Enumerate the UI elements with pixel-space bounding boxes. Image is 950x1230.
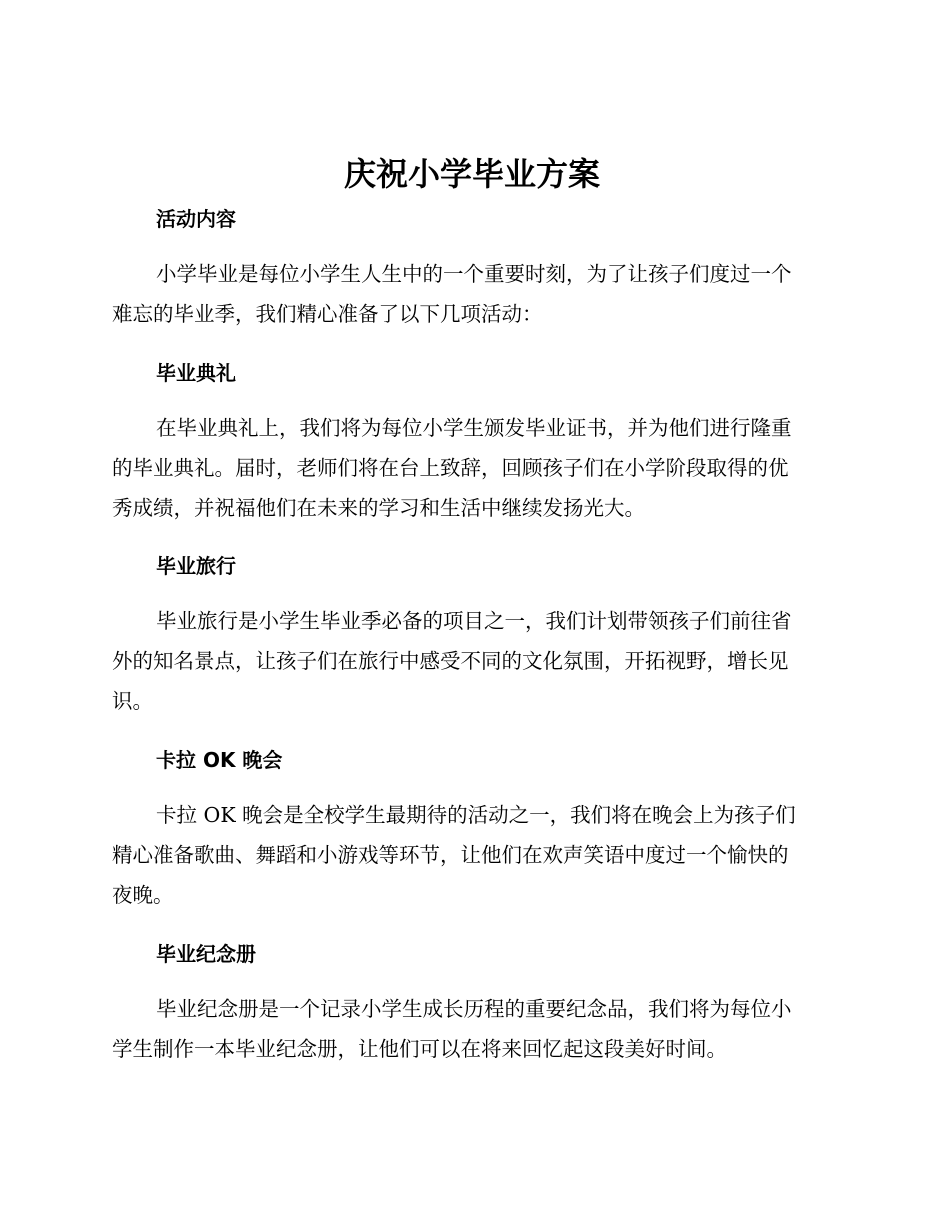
section-paragraph-graduation-trip: [112, 601, 832, 721]
paragraph-line: 学生制作一本毕业纪念册，让他们可以在将来回忆起这段美好时间。: [112, 1037, 727, 1061]
paragraph-line: 秀成绩，并祝福他们在未来的学习和生活中继续发扬光大。: [112, 496, 645, 520]
section-paragraph-activity-content: [112, 254, 832, 334]
paragraph-line: 的毕业典礼。届时，老师们将在台上致辞，回顾孩子们在小学阶段取得的优: [112, 456, 789, 480]
paragraph-line: 卡拉 OK 晚会是全校学生最期待的活动之一，我们将在晚会上为孩子们: [156, 803, 796, 827]
section-heading-yearbook: 毕业纪念册: [156, 942, 256, 966]
section-paragraph-yearbook: [112, 989, 832, 1069]
paragraph-line: 毕业纪念册是一个记录小学生成长历程的重要纪念品，我们将为每位小: [156, 997, 792, 1021]
paragraph-line: 毕业旅行是小学生毕业季必备的项目之一，我们计划带领孩子们前往省: [156, 609, 792, 633]
paragraph-line: 小学毕业是每位小学生人生中的一个重要时刻，为了让孩子们度过一个: [156, 262, 792, 286]
section-paragraph-graduation-ceremony: [112, 408, 832, 528]
paragraph-line: 识。: [112, 689, 153, 713]
section-heading-karaoke-party: 卡拉 OK 晚会: [156, 748, 283, 772]
paragraph-line: 精心准备歌曲、舞蹈和小游戏等环节，让他们在欢声笑语中度过一个愉快的: [112, 843, 789, 867]
section-heading-graduation-trip: 毕业旅行: [156, 554, 236, 578]
section-paragraph-karaoke-party: [112, 795, 832, 915]
paragraph-line: 夜晚。: [112, 883, 174, 907]
section-heading-graduation-ceremony: 毕业典礼: [156, 361, 236, 385]
paragraph-line: 外的知名景点，让孩子们在旅行中感受不同的文化氛围，开拓视野，增长见: [112, 649, 789, 673]
section-heading-activity-content: 活动内容: [156, 207, 236, 231]
document-title: 庆祝小学毕业方案: [343, 155, 600, 193]
paragraph-line: 在毕业典礼上，我们将为每位小学生颁发毕业证书，并为他们进行隆重: [156, 416, 792, 440]
paragraph-line: 难忘的毕业季，我们精心准备了以下几项活动：: [112, 302, 543, 326]
